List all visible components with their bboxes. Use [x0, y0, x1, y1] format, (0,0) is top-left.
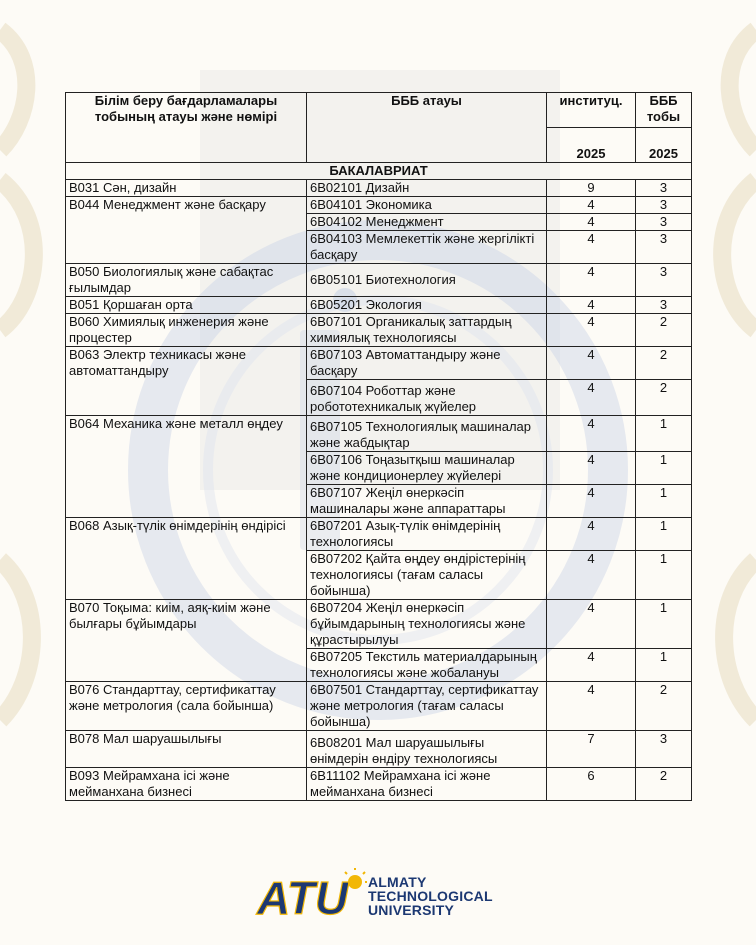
- header-group-count: БББ тобы: [636, 93, 692, 128]
- program-cell: 6В04101 Экономика: [307, 197, 547, 214]
- count-cell: 1: [636, 551, 692, 600]
- count-cell: 3: [636, 731, 692, 768]
- program-cell: 6В07204 Жеңіл өнеркәсіп бұйымдарының технологиясы және құрастырылуы: [307, 600, 547, 649]
- program-cell: 6В07202 Қайта өңдеу өндірістерінің технологиясы (тағам саласы бойынша): [307, 551, 547, 600]
- inst-cell: 4: [547, 649, 636, 682]
- group-cell: В064 Механика және металл өңдеу: [66, 416, 307, 518]
- group-cell: В068 Азық-түлік өнімдерінің өндірісі: [66, 518, 307, 600]
- program-cell: 6В02101 Дизайн: [307, 180, 547, 197]
- program-cell: 6В07103 Автоматтандыру және басқару: [307, 347, 547, 380]
- logo-line-3: UNIVERSITY: [368, 902, 455, 918]
- count-cell: 2: [636, 682, 692, 731]
- program-cell: 6В05101 Биотехнология: [307, 264, 547, 297]
- program-cell: 6В07105 Технологиялық машиналар және жабдықтар: [307, 416, 547, 452]
- group-cell: В051 Қоршаған орта: [66, 297, 307, 314]
- table-row: [66, 768, 692, 801]
- count-cell: 2: [636, 314, 692, 347]
- inst-cell: 4: [547, 297, 636, 314]
- group-cell: В031 Сән, дизайн: [66, 180, 307, 197]
- inst-cell: 4: [547, 551, 636, 600]
- program-cell: 6В07205 Текстиль материалдарының технологиясы және жобалануы: [307, 649, 547, 682]
- count-cell: 2: [636, 768, 692, 801]
- program-cell: 6В07104 Роботтар және робототехникалық жүйелер: [307, 380, 547, 416]
- program-cell: 6В04103 Мемлекеттік және жергілікті басқару: [307, 231, 547, 264]
- table-row: [66, 180, 692, 197]
- count-cell: 1: [636, 649, 692, 682]
- table-row: [66, 297, 692, 314]
- inst-cell: 4: [547, 231, 636, 264]
- program-cell: 6В05201 Экология: [307, 297, 547, 314]
- inst-cell: 4: [547, 314, 636, 347]
- inst-cell: 4: [547, 214, 636, 231]
- program-cell: 6В07101 Органикалық заттардың химиялық технологиясы: [307, 314, 547, 347]
- inst-cell: 4: [547, 264, 636, 297]
- count-cell: 3: [636, 297, 692, 314]
- count-cell: 3: [636, 197, 692, 214]
- count-cell: 3: [636, 214, 692, 231]
- count-cell: 2: [636, 380, 692, 416]
- inst-cell: 4: [547, 518, 636, 551]
- inst-cell: 4: [547, 485, 636, 518]
- header-group-name: Білім беру бағдарламалары тобының атауы және нөмірі: [66, 93, 307, 163]
- inst-cell: 4: [547, 197, 636, 214]
- header-year-inst: 2025: [547, 128, 636, 163]
- atu-logo-icon: [255, 868, 367, 924]
- program-cell: 6В04102 Менеджмент: [307, 214, 547, 231]
- logo-line-2: TECHNOLOGICAL: [368, 888, 493, 904]
- table-row: [66, 197, 692, 214]
- group-cell: В044 Менеджмент және басқару: [66, 197, 307, 264]
- programs-table: [65, 92, 692, 801]
- table-row: [66, 347, 692, 380]
- inst-cell: 6: [547, 768, 636, 801]
- group-cell: В070 Тоқыма: киім, аяқ-киім және былғары бұйымдары: [66, 600, 307, 682]
- header-institutional: институц.: [547, 93, 636, 128]
- table-row: [66, 682, 692, 731]
- program-cell: 6В11102 Мейрамхана ісі және мейманхана бизнесі: [307, 768, 547, 801]
- program-cell: 6В07501 Стандарттау, сертификаттау және метрология (тағам саласы бойынша): [307, 682, 547, 731]
- count-cell: 3: [636, 264, 692, 297]
- header-program-name: БББ атауы: [307, 93, 547, 163]
- count-cell: 1: [636, 452, 692, 485]
- group-cell: В093 Мейрамхана ісі және мейманхана бизнесі: [66, 768, 307, 801]
- group-cell: В060 Химиялық инженерия және процестер: [66, 314, 307, 347]
- inst-cell: 7: [547, 731, 636, 768]
- count-cell: 1: [636, 416, 692, 452]
- header-year-group: 2025: [636, 128, 692, 163]
- group-cell: В076 Стандарттау, сертификаттау және метрология (сала бойынша): [66, 682, 307, 731]
- program-cell: 6В07107 Жеңіл өнеркәсіп машиналары және аппараттары: [307, 485, 547, 518]
- table-row: [66, 518, 692, 551]
- university-logo: [255, 868, 515, 924]
- inst-cell: 4: [547, 682, 636, 731]
- count-cell: 2: [636, 347, 692, 380]
- table-row: [66, 416, 692, 452]
- group-cell: В050 Биологиялық және сабақтас ғылымдар: [66, 264, 307, 297]
- university-name: [368, 875, 518, 917]
- table-row: [66, 731, 692, 768]
- table-row: [66, 264, 692, 297]
- count-cell: 1: [636, 485, 692, 518]
- count-cell: 3: [636, 180, 692, 197]
- table-row: [66, 314, 692, 347]
- inst-cell: 4: [547, 600, 636, 649]
- group-cell: В063 Электр техникасы және автоматтандыру: [66, 347, 307, 416]
- inst-cell: 9: [547, 180, 636, 197]
- program-cell: 6В07201 Азық-түлік өнімдерінің технологиясы: [307, 518, 547, 551]
- inst-cell: 4: [547, 347, 636, 380]
- table-row: [66, 600, 692, 649]
- inst-cell: 4: [547, 380, 636, 416]
- logo-line-1: ALMATY: [368, 874, 427, 890]
- program-cell: 6В08201 Мал шаруашылығы өнімдерін өндіру технологиясы: [307, 731, 547, 768]
- inst-cell: 4: [547, 452, 636, 485]
- count-cell: 1: [636, 518, 692, 551]
- group-cell: В078 Мал шаруашылығы: [66, 731, 307, 768]
- section-title: БАКАЛАВРИАТ: [66, 163, 692, 180]
- count-cell: 3: [636, 231, 692, 264]
- inst-cell: 4: [547, 416, 636, 452]
- program-cell: 6В07106 Тоңазытқыш машиналар және кондиционерлеу жүйелері: [307, 452, 547, 485]
- logo-letters: ATU: [257, 872, 349, 924]
- count-cell: 1: [636, 600, 692, 649]
